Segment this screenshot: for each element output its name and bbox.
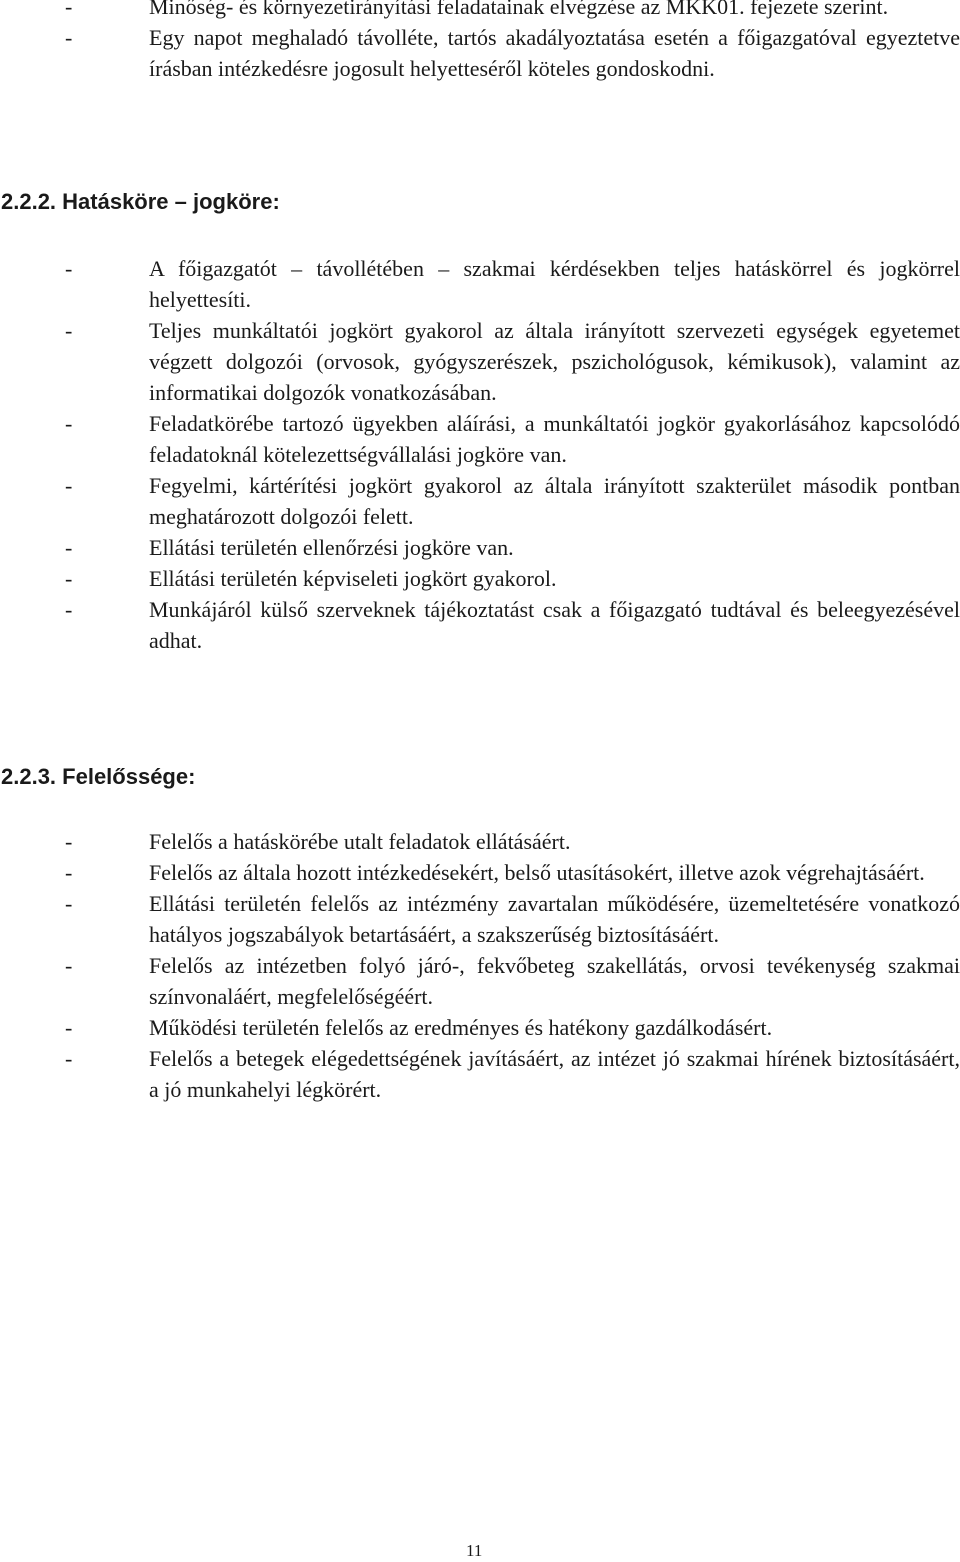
page-number: 11 (466, 1541, 483, 1560)
section-heading-hataskore: 2.2.2. Hatásköre – jogköre: (1, 189, 280, 214)
dash-marker: - (65, 597, 73, 622)
list-item-text: Felelős a hatáskörébe utalt feladatok ellátásáért. (149, 829, 571, 854)
list-item-text: Minőség- és környezetirányítási feladatainak elvégzése az MKK01. fejezete szerint. (149, 0, 889, 19)
list-item (0, 22, 960, 84)
list-item-text: Ellátási területén felelős az intézmény zavartalan működésére, üzemeltetésére vonatkozó hatályos jogszabályok betartásáért, a szakszerűség biztosításáért. (149, 891, 960, 947)
dash-marker: - (65, 256, 73, 281)
section-heading-felelossege: 2.2.3. Felelőssége: (1, 764, 196, 789)
dash-marker: - (65, 891, 73, 916)
list-item (0, 594, 960, 656)
list-item (0, 563, 960, 594)
list-item-text: A főigazgatót – távollétében – szakmai kérdésekben teljes hatáskörrel és jogkörrel helyettesíti. (149, 256, 960, 312)
list-item-text: Felelős az intézetben folyó járó-, fekvőbeteg szakellátás, orvosi tevékenység szakmai színvonaláért, megfelelőségéért. (149, 953, 960, 1009)
list-item-text: Egy napot meghaladó távolléte, tartós akadályoztatása esetén a főigazgatóval egyeztetve írásban intézkedésre jogosult helyetteséről köteles gondoskodni. (149, 25, 960, 81)
list-item (0, 826, 960, 857)
list-item (0, 532, 960, 563)
dash-marker: - (65, 953, 73, 978)
dash-marker: - (65, 860, 73, 885)
dash-marker: - (65, 535, 73, 560)
dash-marker: - (65, 473, 73, 498)
list-item-text: Működési területén felelős az eredményes és hatékony gazdálkodásért. (149, 1015, 773, 1040)
dash-marker: - (65, 829, 73, 854)
list-item (0, 253, 960, 315)
list-item (0, 408, 960, 470)
list-item-text: Fegyelmi, kártérítési jogkört gyakorol az általa irányított szakterület második pontban meghatározott dolgozói felett. (149, 473, 960, 529)
list-item (0, 1012, 960, 1043)
list-item-text: Ellátási területén ellenőrzési jogköre van. (149, 535, 514, 560)
list-item (0, 1043, 960, 1105)
list-item-text: Felelős az általa hozott intézkedésekért, belső utasításokért, illetve azok végrehajtásáért. (149, 860, 925, 885)
dash-marker: - (65, 566, 73, 591)
felelossege-bullet-list (0, 826, 960, 1105)
list-item (0, 470, 960, 532)
dash-marker: - (65, 25, 73, 50)
list-item (0, 950, 960, 1012)
list-item-text: Teljes munkáltatói jogkört gyakorol az általa irányított szervezeti egységek egyetemet végzett dolgozói (orvosok, gyógyszerészek, pszichológusok, kémikusok), valamint az informatikai dolgozók vonatkozásában. (149, 318, 960, 405)
dash-marker: - (65, 1015, 73, 1040)
list-item (0, 857, 960, 888)
list-item-text: Felelős a betegek elégedettségének javításáért, az intézet jó szakmai hírének biztosításáért, a jó munkahelyi légkörért. (149, 1046, 960, 1102)
list-item (0, 315, 960, 408)
dash-marker: - (65, 318, 73, 343)
list-item (0, 888, 960, 950)
hataskore-bullet-list (0, 253, 960, 656)
dash-marker: - (65, 0, 73, 19)
list-item-text: Feladatkörébe tartozó ügyekben aláírási, a munkáltatói jogkör gyakorlásához kapcsolódó feladatoknál kötelezettségvállalási jogköre van. (149, 411, 960, 467)
list-item-text: Ellátási területén képviseleti jogkört gyakorol. (149, 566, 557, 591)
dash-marker: - (65, 411, 73, 436)
dash-marker: - (65, 1046, 73, 1071)
top-bullet-list (0, 0, 960, 84)
list-item (0, 0, 960, 22)
list-item-text: Munkájáról külső szerveknek tájékoztatást csak a főigazgató tudtával és beleegyezésével adhat. (149, 597, 960, 653)
